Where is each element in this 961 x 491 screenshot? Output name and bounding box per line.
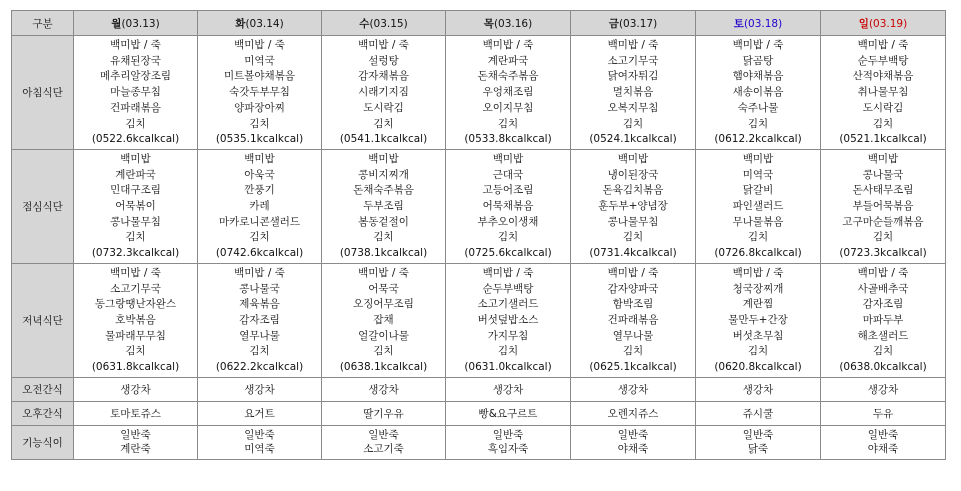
snack-cell: 생강차 (322, 377, 446, 401)
menu-item: 백미밥 (368, 152, 399, 165)
menu-item: 백미밥 / 죽 (607, 39, 659, 51)
menu-item: 백미밥 / 죽 (857, 39, 909, 51)
meal-cell (696, 263, 821, 377)
menu-item: 소고기무국 (607, 54, 659, 67)
calorie-label: (0638.1kcalkcal) (339, 361, 428, 374)
meal-row (12, 263, 946, 377)
functional-cell (74, 425, 198, 459)
menu-item: 유채된장국 (110, 54, 161, 67)
day-header (821, 11, 946, 36)
menu-item: 백미밥 / 죽 (732, 39, 784, 51)
meal-cell (571, 36, 696, 150)
meal-cell (446, 149, 571, 263)
snack-cell: 생강차 (571, 377, 696, 401)
menu-item: 순두부백탕 (482, 282, 534, 295)
menu-item: 백미밥 / 죽 (482, 39, 534, 51)
menu-item: 순두부백탕 (857, 54, 909, 67)
menu-item: 산적야채볶음 (852, 70, 914, 83)
day-header (571, 11, 696, 36)
menu-item: 김치 (497, 345, 519, 358)
functional-cell (821, 425, 946, 459)
snack-label: 오전간식 (12, 377, 74, 401)
calorie-label: (0622.2kcalkcal) (215, 361, 304, 374)
menu-item: 김치 (373, 117, 394, 130)
menu-item: 건파래볶음 (607, 313, 659, 326)
snack-cell: 생강차 (821, 377, 946, 401)
meal-cell (696, 36, 821, 150)
menu-item: 백미밥 (244, 152, 275, 165)
menu-item: 숙갓두부무침 (229, 86, 290, 99)
header-corner: 구분 (12, 11, 74, 36)
day-date: (03.13) (121, 17, 160, 30)
menu-item: 계란파국 (115, 168, 156, 181)
menu-item: 건파래볶음 (110, 101, 161, 114)
menu-item: 열무나물 (239, 329, 280, 342)
menu-item: 백미밥 (867, 152, 899, 165)
menu-item: 미역국 (244, 54, 275, 67)
calorie-label: (0521.1kcalkcal) (839, 133, 927, 146)
menu-item: 김치 (373, 345, 394, 358)
menu-item: 얼갈이나물 (358, 329, 409, 342)
meal-cell (198, 263, 322, 377)
menu-item: 두부조림 (363, 200, 404, 213)
menu-item: 백미밥 (617, 152, 649, 165)
menu-item: 어묵볶이 (115, 200, 156, 213)
snack-row (12, 377, 946, 401)
functional-item: 일반죽 (368, 428, 399, 441)
snack-cell: 빵&요구르트 (446, 401, 571, 425)
menu-item: 무나물볶음 (732, 215, 784, 228)
day-name: 수 (359, 17, 370, 30)
menu-item: 김치 (622, 345, 644, 358)
meal-cell (696, 149, 821, 263)
menu-item: 김치 (872, 117, 894, 130)
menu-item: 백미밥 / 죽 (607, 266, 659, 279)
functional-item: 계란죽 (120, 443, 151, 456)
meal-label: 점심식단 (12, 149, 74, 263)
menu-item: 김치 (125, 117, 146, 130)
menu-item: 김치 (249, 117, 270, 130)
meal-label: 저녁식단 (12, 263, 74, 377)
calorie-label: (0742.6kcalkcal) (215, 247, 304, 260)
menu-item: 열무나물 (612, 329, 654, 342)
calorie-label: (0524.1kcalkcal) (589, 133, 677, 146)
menu-item: 청국장찌개 (732, 282, 784, 295)
calorie-label: (0731.4kcalkcal) (589, 247, 677, 260)
menu-item: 제육볶음 (239, 298, 280, 311)
menu-item: 돈채숙주볶음 (477, 70, 539, 83)
day-date: (03.16) (493, 17, 533, 30)
calorie-label: (0541.1kcalkcal) (339, 133, 428, 146)
day-name: 금 (608, 17, 619, 30)
functional-item: 일반죽 (617, 428, 649, 441)
menu-item: 콩나물국 (862, 168, 904, 181)
menu-item: 백미밥 (742, 152, 774, 165)
menu-item: 마파두부 (862, 313, 904, 326)
menu-item: 고등어조림 (482, 184, 534, 197)
menu-item: 감자양파국 (607, 282, 659, 295)
menu-item: 부추오이생채 (477, 215, 539, 228)
menu-item: 가지무침 (487, 329, 529, 342)
menu-item: 취나물무침 (857, 86, 909, 99)
meal-cell (821, 263, 946, 377)
menu-item: 계란파국 (487, 54, 529, 67)
day-name: 일 (858, 17, 869, 30)
menu-item: 콩나물무침 (110, 215, 161, 228)
functional-item: 일반죽 (492, 428, 524, 441)
calorie-label: (0631.0kcalkcal) (464, 361, 552, 374)
meal-row (12, 149, 946, 263)
menu-item: 냉이된장국 (607, 168, 659, 181)
menu-item: 감자조림 (862, 298, 904, 311)
menu-item: 오복지무침 (607, 101, 659, 114)
functional-item: 소고기죽 (363, 443, 404, 456)
menu-item: 도시락김 (363, 101, 404, 114)
functional-cell (322, 425, 446, 459)
menu-item: 잡채 (373, 313, 394, 326)
menu-item: 김치 (872, 345, 894, 358)
menu-item: 소고기무국 (110, 282, 161, 295)
menu-item: 감자채볶음 (358, 70, 409, 83)
menu-item: 백미밥 / 죽 (732, 266, 784, 279)
snack-row (12, 401, 946, 425)
meal-label: 아침식단 (12, 36, 74, 150)
menu-item: 사골배추국 (857, 282, 909, 295)
menu-item: 백미밥 / 죽 (110, 39, 161, 51)
menu-item: 김치 (497, 231, 519, 244)
calorie-label: (0625.1kcalkcal) (589, 361, 677, 374)
menu-item: 동그랑땡난자완스 (94, 298, 177, 311)
functional-cell (198, 425, 322, 459)
day-header (74, 11, 198, 36)
menu-item: 봄동겉절이 (358, 215, 409, 228)
meal-cell (74, 149, 198, 263)
snack-cell: 생강차 (446, 377, 571, 401)
day-date: (03.15) (369, 17, 408, 30)
functional-item: 야채죽 (617, 443, 649, 456)
functional-cell (571, 425, 696, 459)
menu-item: 깐풍기 (244, 184, 275, 197)
snack-cell: 요거트 (198, 401, 322, 425)
day-name: 목 (483, 17, 494, 30)
day-name: 월 (111, 17, 122, 30)
menu-item: 김치 (497, 117, 519, 130)
calorie-label: (0631.8kcalkcal) (91, 361, 180, 374)
functional-item: 일반죽 (244, 428, 275, 441)
calorie-label: (0725.6kcalkcal) (464, 247, 552, 260)
functional-item: 미역죽 (244, 443, 275, 456)
menu-item: 새송이볶음 (732, 86, 784, 99)
meal-row (12, 36, 946, 150)
menu-item: 어묵국 (368, 282, 399, 295)
menu-item: 계란찜 (742, 298, 774, 311)
calorie-label: (0612.2kcalkcal) (714, 133, 802, 146)
menu-item: 메추리알장조림 (99, 70, 171, 83)
menu-item: 백미밥 (492, 152, 524, 165)
menu-item: 백미밥 / 죽 (110, 266, 161, 279)
calorie-label: (0535.1kcalkcal) (215, 133, 304, 146)
calorie-label: (0732.3kcalkcal) (91, 247, 180, 260)
functional-item: 야채죽 (867, 443, 899, 456)
menu-item: 감자조림 (239, 313, 280, 326)
meal-cell (74, 36, 198, 150)
menu-item: 물파래무무침 (105, 329, 166, 342)
menu-item: 콩비지찌개 (358, 168, 409, 181)
functional-item: 닭죽 (747, 443, 769, 456)
menu-item: 김치 (249, 231, 270, 244)
snack-cell: 오렌지쥬스 (571, 401, 696, 425)
day-header (696, 11, 821, 36)
day-date: (03.14) (245, 17, 284, 30)
menu-item: 백미밥 / 죽 (358, 266, 409, 279)
menu-item: 김치 (872, 231, 894, 244)
day-header (322, 11, 446, 36)
menu-item: 멸치볶음 (612, 86, 654, 99)
snack-cell: 쥬시쿨 (696, 401, 821, 425)
menu-item: 호박볶음 (115, 313, 156, 326)
menu-item: 고구마순들깨볶음 (842, 215, 924, 228)
meal-cell (74, 263, 198, 377)
snack-cell: 생강차 (696, 377, 821, 401)
meal-cell (198, 36, 322, 150)
menu-item: 돈육김치볶음 (602, 184, 664, 197)
menu-item: 버섯초무침 (732, 329, 784, 342)
meal-cell (821, 36, 946, 150)
functional-item: 일반죽 (120, 428, 151, 441)
menu-item: 김치 (249, 345, 270, 358)
menu-item: 김치 (747, 117, 769, 130)
menu-item: 마카로니콘샐러드 (218, 215, 301, 228)
menu-item: 파인샐러드 (732, 200, 784, 213)
functional-row (12, 425, 946, 459)
menu-item: 김치 (373, 231, 394, 244)
menu-item: 카레 (249, 200, 270, 213)
menu-item: 돈채숙주볶음 (353, 184, 414, 197)
menu-item: 김치 (125, 345, 146, 358)
functional-label: 기능식이 (12, 425, 74, 459)
day-date: (03.18) (743, 17, 783, 30)
menu-item: 김치 (747, 345, 769, 358)
calorie-label: (0533.8kcalkcal) (464, 133, 552, 146)
calorie-label: (0738.1kcalkcal) (339, 247, 428, 260)
meal-menu-table (11, 10, 946, 460)
meal-cell (446, 263, 571, 377)
menu-item: 김치 (622, 117, 644, 130)
functional-cell (446, 425, 571, 459)
menu-item: 오징어무조림 (353, 298, 414, 311)
day-date: (03.17) (618, 17, 658, 30)
menu-item: 닭곰탕 (742, 54, 774, 67)
day-name: 토 (733, 17, 744, 30)
menu-item: 닭갈비 (742, 184, 774, 197)
meal-cell (571, 149, 696, 263)
meal-cell (821, 149, 946, 263)
day-name: 화 (235, 17, 246, 30)
menu-item: 우엉채조림 (482, 86, 534, 99)
menu-item: 콩나물국 (239, 282, 280, 295)
meal-cell (198, 149, 322, 263)
menu-item: 김치 (747, 231, 769, 244)
meal-cell (322, 149, 446, 263)
calorie-label: (0620.8kcalkcal) (714, 361, 802, 374)
calorie-label: (0522.6kcalkcal) (91, 133, 180, 146)
meal-cell (322, 263, 446, 377)
menu-item: 마늘종무침 (110, 86, 161, 99)
menu-item: 김치 (622, 231, 644, 244)
snack-cell: 두유 (821, 401, 946, 425)
menu-item: 콩나물무침 (607, 215, 659, 228)
menu-item: 해초샐러드 (857, 329, 909, 342)
calorie-label: (0638.0kcalkcal) (839, 361, 927, 374)
menu-item: 닭여자튀김 (607, 70, 659, 83)
functional-item: 일반죽 (867, 428, 899, 441)
menu-item: 백미밥 / 죽 (358, 39, 409, 51)
menu-item: 미역국 (742, 168, 774, 181)
menu-item: 함박조림 (612, 298, 654, 311)
calorie-label: (0723.3kcalkcal) (839, 247, 927, 260)
menu-item: 부들어묵볶음 (852, 200, 914, 213)
menu-item: 설렁탕 (368, 54, 399, 67)
functional-cell (696, 425, 821, 459)
menu-item: 백미밥 / 죽 (234, 266, 285, 279)
menu-item: 버섯덮밥소스 (477, 313, 539, 326)
menu-item: 시래기지짐 (358, 86, 409, 99)
menu-item: 백미밥 / 죽 (482, 266, 534, 279)
menu-item: 백미밥 (120, 152, 151, 165)
menu-item: 오이지무침 (482, 101, 534, 114)
menu-item: 양파장아찌 (234, 101, 285, 114)
meal-cell (446, 36, 571, 150)
menu-item: 훈두부+양념장 (598, 200, 668, 213)
meal-cell (322, 36, 446, 150)
functional-item: 일반죽 (742, 428, 774, 441)
menu-item: 민대구조림 (110, 184, 161, 197)
menu-item: 돈사태무조림 (852, 184, 914, 197)
snack-label: 오후간식 (12, 401, 74, 425)
snack-cell: 생강차 (198, 377, 322, 401)
menu-item: 미트볼야채볶음 (223, 70, 295, 83)
day-header (446, 11, 571, 36)
header-row (12, 11, 946, 36)
menu-item: 백미밥 / 죽 (857, 266, 909, 279)
snack-cell: 딸기우유 (322, 401, 446, 425)
menu-item: 근대국 (492, 168, 524, 181)
menu-item: 김치 (125, 231, 146, 244)
menu-item: 도시락김 (862, 101, 904, 114)
menu-item: 백미밥 / 죽 (234, 39, 285, 51)
menu-item: 소고기샐러드 (477, 298, 539, 311)
day-date: (03.19) (868, 17, 908, 30)
snack-cell: 토마토쥬스 (74, 401, 198, 425)
menu-item: 아욱국 (244, 168, 275, 181)
functional-item: 흑임자죽 (487, 443, 529, 456)
menu-item: 물만두+간장 (728, 313, 788, 326)
menu-item: 어묵채볶음 (482, 200, 534, 213)
menu-item: 숙주나물 (737, 101, 779, 114)
day-header (198, 11, 322, 36)
meal-cell (571, 263, 696, 377)
menu-item: 햄야채볶음 (732, 70, 784, 83)
calorie-label: (0726.8kcalkcal) (714, 247, 802, 260)
snack-cell: 생강차 (74, 377, 198, 401)
